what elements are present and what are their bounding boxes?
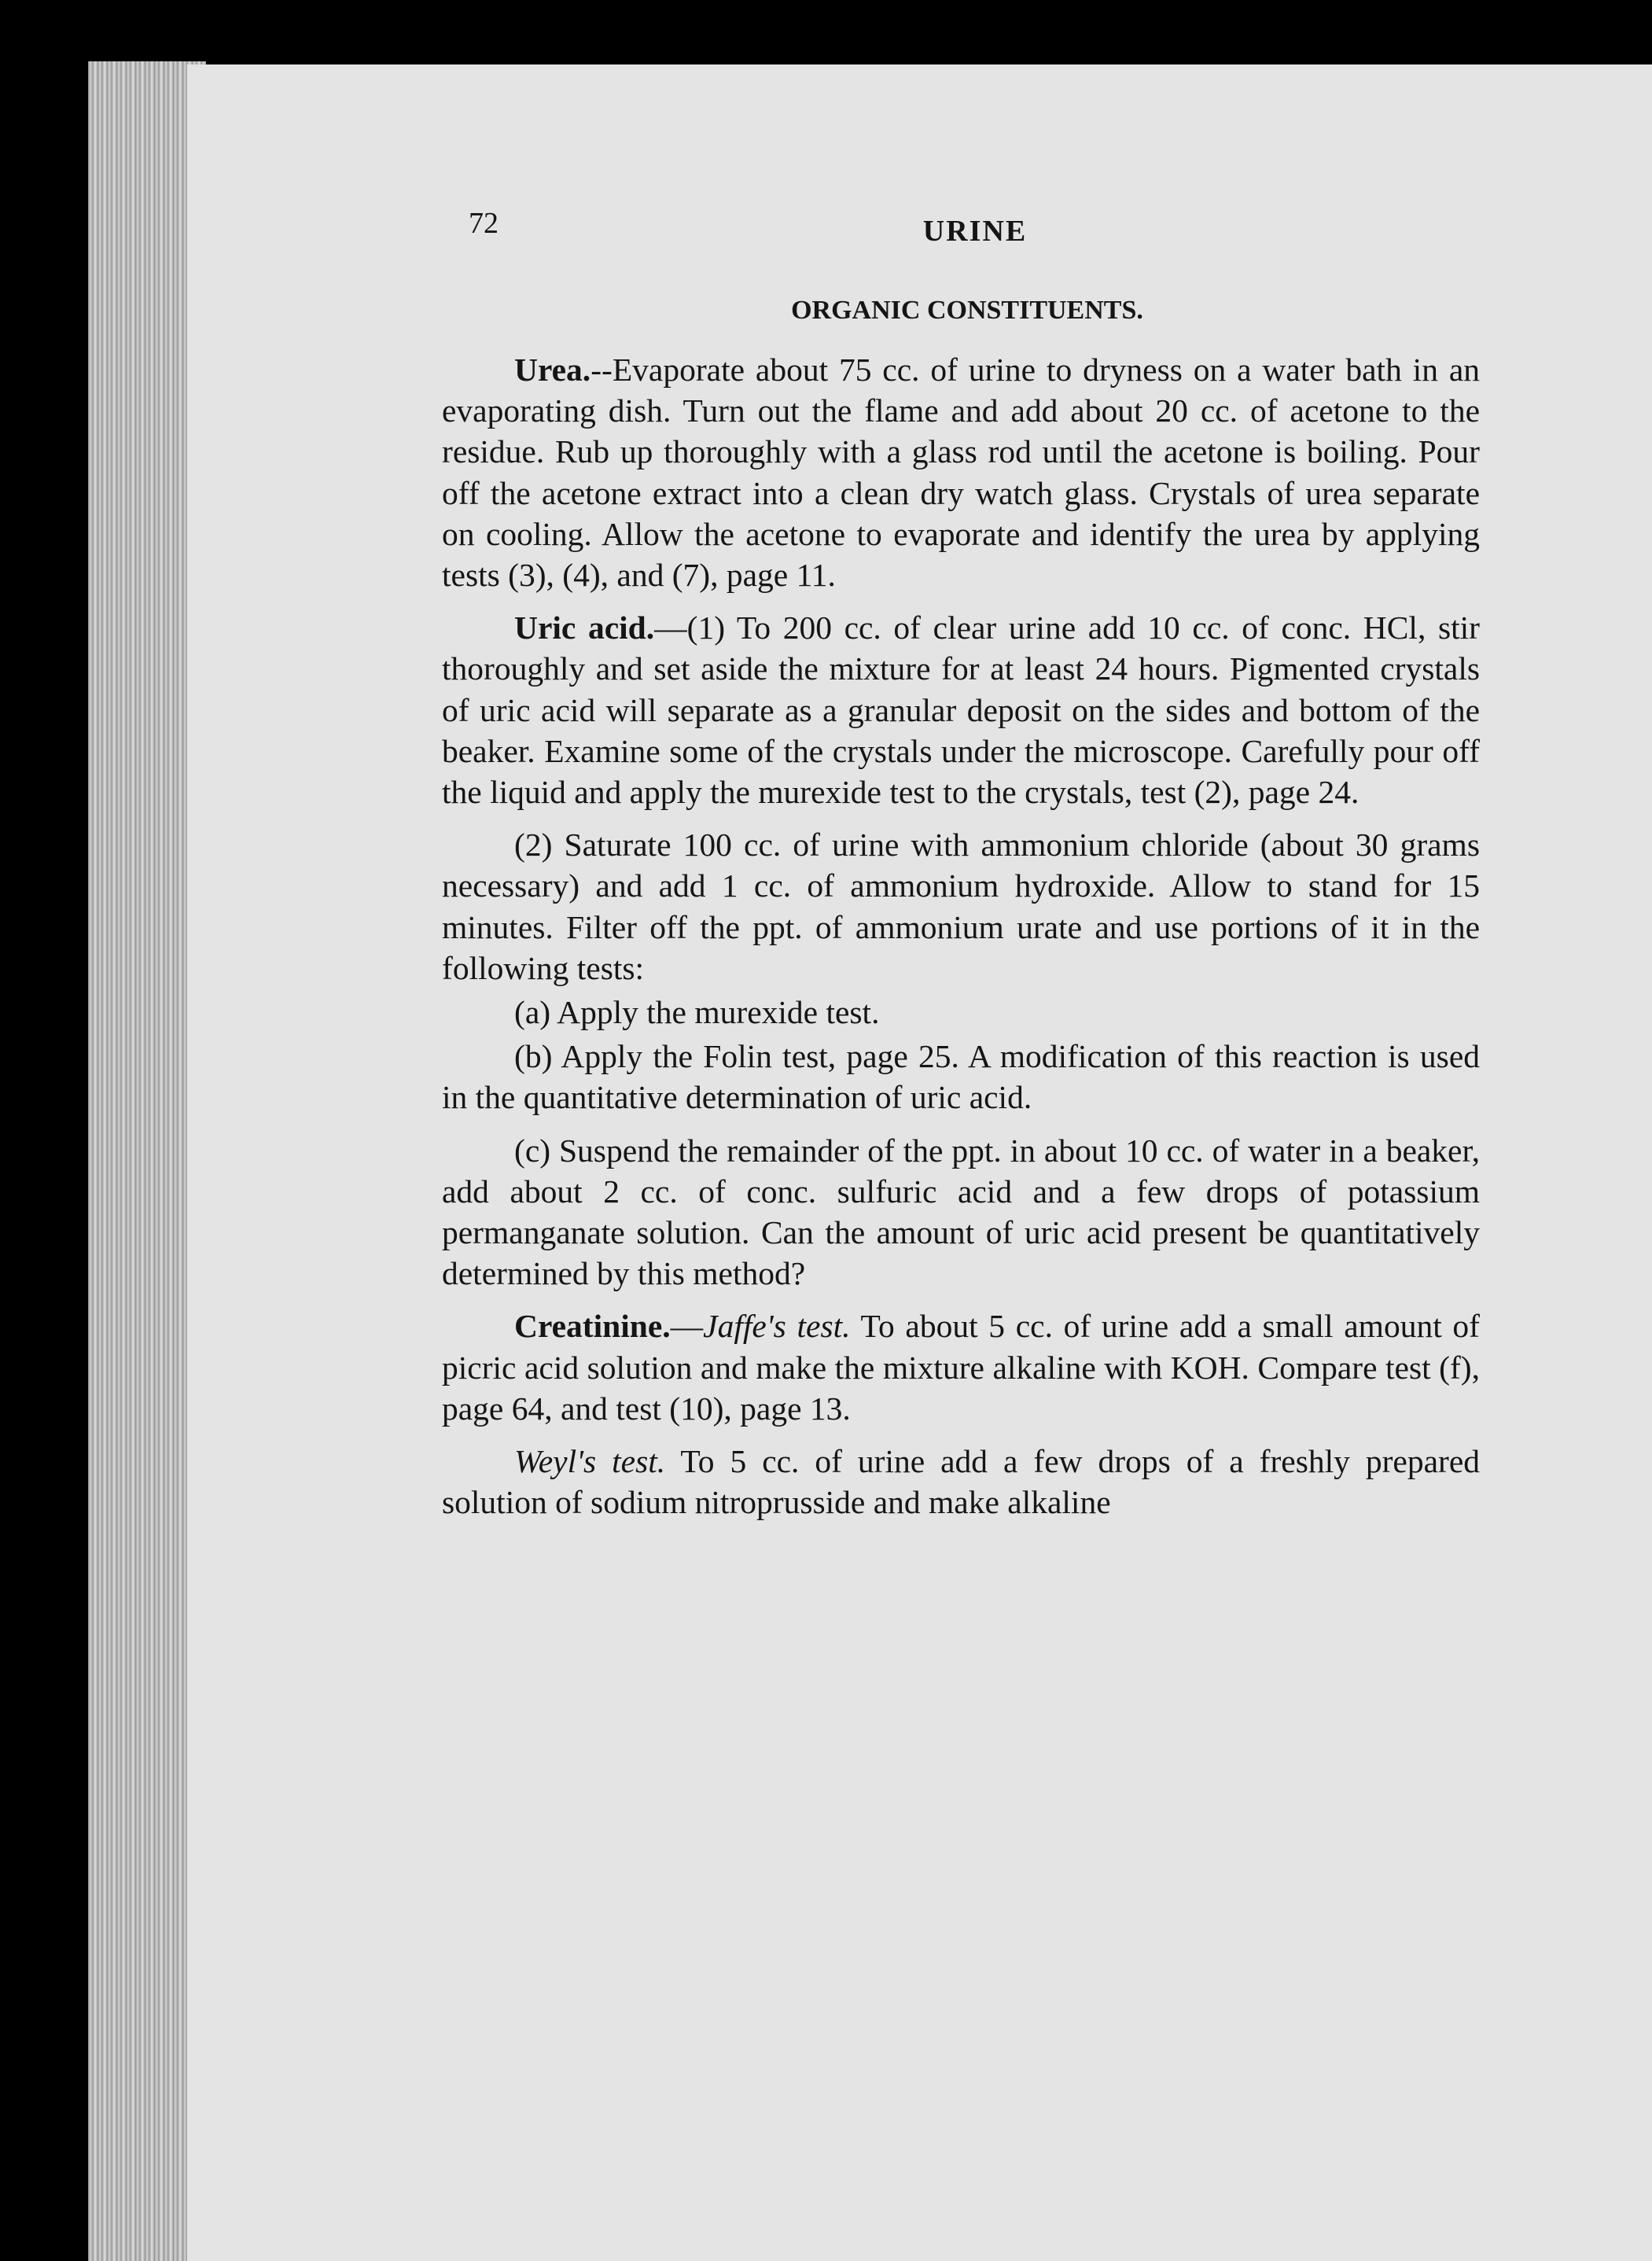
paragraph-test-a: (a) Apply the murexide test. — [514, 994, 880, 1031]
paragraph-urea — [442, 349, 1480, 595]
paragraph-dash: — — [670, 1308, 704, 1345]
paragraph-uric-acid-2: (2) Saturate 100 cc. of urine with ammonium chloride (about 30 grams necessary) and add 1 cc. of ammonium hydroxide. Allow to stand for 15 minutes. Filter off the ppt. of ammonium urate and use portions of it in the following tests: — [442, 827, 1480, 986]
test-name: Weyl's test. — [514, 1443, 666, 1480]
paragraph-lead: Uric acid. — [514, 609, 655, 646]
paragraph-test-c: (c) Suspend the remainder of the ppt. in about 10 cc. of water in a beaker, add about 2 cc. of conc. sulfuric acid and a few drops of potassium permanganate solution. Can the amount of uric acid present be quantitatively determined by this method? — [442, 1132, 1480, 1292]
paragraph-text: --Evaporate about 75 cc. of urine to dryness on a water bath in an evaporating dish. Turn out the flame and add about 20 cc. of acetone to the residue. Rub up thoroughly with a glass rod until the acetone is boiling. Pour off the acetone extract into a clean dry watch glass. Crystals of urea separate on cooling. Allow the acetone to evaporate and identify the urea by applying tests (3), (4), and (7), page 11. — [442, 352, 1480, 594]
paragraph-text: To about 5 cc. of urine add a small amount of picric acid solution and make the mixture alkaline with KOH. Compare test (f), page 64, and test (10), page 13. — [442, 1308, 1480, 1427]
paragraph-text: To 5 cc. of urine add a few drops of a freshly prepared solution of sodium nitroprusside and make alkaline — [442, 1443, 1480, 1521]
section-heading: ORGANIC CONSTITUENTS. — [791, 296, 1143, 325]
running-head: URINE — [922, 215, 1028, 248]
paragraph-weyl — [442, 1441, 1480, 1523]
paragraph-lead: Urea. — [514, 352, 591, 388]
paragraph-creatinine — [442, 1305, 1480, 1429]
paragraph-uric-acid-1 — [442, 607, 1480, 812]
paragraph-test-b: (b) Apply the Folin test, page 25. A modification of this reaction is used in the quantitative determination of uric acid. — [442, 1038, 1480, 1116]
body-text — [442, 349, 1480, 1534]
page-number: 72 — [469, 207, 499, 240]
paragraph-text: —(1) To 200 cc. of clear urine add 10 cc. of conc. HCl, stir thoroughly and set aside the mixture for at least 24 hours. Pigmented crystals of uric acid will separate as a granular deposit on the sides and bottom of the beaker. Examine some of the crystals under the microscope. Carefully pour off the liquid and apply the murexide test to the crystals, test (2), page 24. — [442, 609, 1480, 811]
paragraph-lead: Creatinine. — [514, 1308, 671, 1345]
test-name: Jaffe's test. — [703, 1308, 851, 1345]
